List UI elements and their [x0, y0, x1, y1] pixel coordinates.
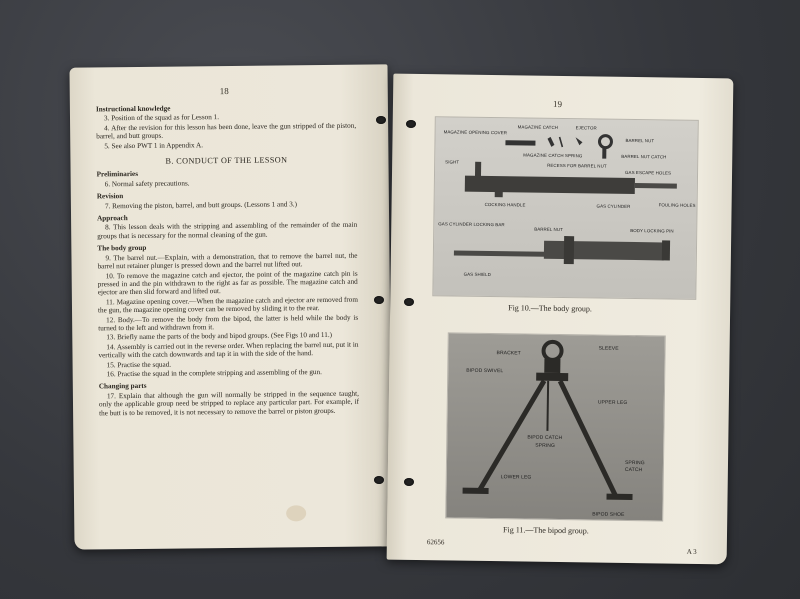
page-number: 19 — [552, 98, 563, 110]
paragraph: 12. Body.—To remove the body from the bipod, the latter is held while the body is turned to the left and withdrawn from it. — [98, 313, 359, 333]
left-shoe — [463, 488, 489, 494]
binding-hole — [406, 120, 416, 128]
section-heading: The body group — [97, 244, 147, 253]
barrel-nut-lower — [564, 236, 574, 264]
section-heading: Approach — [97, 214, 128, 223]
label-bipod-catch-spring: SPRING — [535, 442, 556, 449]
paragraph: 4. After the revision for this lesson has been done, leave the gun stripped of the piston, barrel, and butt groups. — [96, 121, 357, 141]
label-spring-catch: SPRINGCATCH — [624, 459, 645, 474]
section-heading: Preliminaries — [96, 170, 139, 179]
ejector-part — [575, 137, 582, 145]
paragraph: 8. This lesson deals with the stripping and assembling of the remainder of the main groups that is necessary for the normal cleaning of the gun. — [97, 221, 358, 241]
label-magazine-opening-cover: MAGAZINE OPENING COVER — [443, 129, 508, 136]
paragraph: 6. Normal safety precautions. — [104, 179, 190, 189]
label-sleeve: SLEEVE — [598, 345, 619, 352]
body-group-illustration — [433, 117, 697, 299]
paragraph: 11. Magazine opening cover.—When the magazine catch and ejector are removed from the gun, the magazine opening cover can be removed by sliding it to the rear. — [97, 295, 358, 315]
paragraph: 9. The barrel nut.—Explain, with a demonstration, that to remove the barrel nut, the barrel nut retainer plunger is pressed down and the barrel nut lifted out. — [97, 251, 358, 271]
paragraph: 14. Assembly is carried out in the reverse order. When replacing the barrel nut, put it in vertically with the catch downwards and tap it in with the side of the hand. — [98, 340, 359, 360]
left-page-text — [96, 99, 359, 419]
paragraph: 7. Removing the piston, barrel, and butt groups. (Lessons 1 and 3.) — [104, 199, 298, 210]
body-locking-pin-part — [662, 240, 670, 260]
label-barrel-nut-catch: BARREL NUT CATCH — [621, 153, 667, 160]
stain — [286, 505, 306, 521]
open-book — [70, 62, 740, 572]
magazine-catch-spring-part — [559, 137, 562, 147]
label-gas-shield: GAS SHIELD — [463, 271, 492, 278]
label-bracket: BRACKET — [496, 350, 521, 357]
sleeve-part — [543, 342, 561, 360]
binding-hole — [376, 116, 386, 124]
right-page — [387, 74, 734, 565]
paragraph: 15. Practise the squad. — [106, 360, 172, 369]
binding-hole — [404, 298, 414, 306]
binding-hole — [404, 478, 414, 486]
paragraph: 17. Explain that although the gun will normally be stripped in the sequence taught, only the applicable group need be stripped to replace any particular part. For example, if the butt is to be removed, it is not necessary to remove the barrel or piston groups. — [98, 389, 360, 417]
section-title: B. CONDUCT OF THE LESSON — [165, 155, 288, 166]
sight-part — [475, 162, 481, 178]
section-heading: Revision — [96, 192, 124, 201]
label-bipod-shoe: BIPOD SHOE — [592, 511, 625, 518]
binding-hole — [374, 296, 384, 304]
label-magazine-catch: MAGAZINE CATCH — [517, 124, 559, 130]
binding-hole — [374, 476, 384, 484]
label-lower-leg: LOWER LEG — [500, 474, 532, 481]
left-page — [69, 64, 392, 549]
section-heading: Instructional knowledge — [95, 104, 171, 114]
figure-body-group — [432, 116, 698, 300]
label-barrel-nut-lower: BARREL NUT — [534, 226, 563, 233]
label-fouling-holes: FOULING HOLES — [658, 202, 696, 208]
body-upper-view — [465, 176, 635, 194]
label-gas-cylinder-locking-bar: GAS CYLINDER LOCKING BAR — [438, 221, 505, 228]
label-recess: RECESS FOR BARREL NUT — [547, 162, 607, 169]
right-leg — [559, 381, 619, 498]
label-barrel-nut: BARREL NUT — [625, 137, 655, 144]
magazine-catch-part — [547, 137, 554, 147]
paragraph: 16. Practise the squad in the complete stripping and assembling of the gun. — [106, 368, 322, 379]
cocking-handle-part — [495, 191, 503, 197]
gas-cylinder-part — [635, 183, 677, 189]
signature-mark: A 3 — [686, 547, 697, 556]
label-magazine-catch-spring: MAGAZINE CATCH SPRING — [523, 152, 583, 159]
right-shoe — [606, 494, 632, 500]
figure-10-caption: Fig 10.—The body group. — [508, 303, 592, 314]
label-bipod-swivel: BIPOD SWIVEL — [466, 367, 504, 375]
paragraph: 10. To remove the magazine catch and ejector, the point of the magazine catch pin is pressed in and the pin withdrawn to the right as far as possible. The magazine catch and ejector are then slid forward and lifted out. — [97, 269, 358, 297]
paragraph: 13. Briefly name the parts of the body and bipod groups. (See Figs 10 and 11.) — [106, 331, 333, 342]
label-gas-cylinder: GAS CYLINDER — [596, 203, 631, 209]
section-heading: Changing parts — [98, 382, 147, 391]
gas-cylinder-lower — [454, 251, 546, 257]
magazine-opening-cover-part — [505, 140, 535, 145]
barrel-nut-catch-part — [602, 147, 606, 159]
figure-11-caption: Fig 11.—The bipod group. — [502, 525, 589, 536]
label-body-locking-pin: BODY LOCKING PIN — [630, 227, 674, 234]
body-lower-view — [544, 241, 664, 261]
label-cocking-handle: COCKING HANDLE — [484, 201, 526, 208]
paragraph: 5. See also PWT 1 in Appendix A. — [104, 140, 204, 150]
bipod-group-illustration — [446, 333, 665, 520]
label-sight: SIGHT — [445, 159, 460, 165]
print-code: 62656 — [426, 538, 445, 547]
barrel-nut-part — [599, 136, 611, 148]
bracket-part — [544, 359, 560, 373]
label-upper-leg: UPPER LEG — [597, 399, 628, 406]
paragraph: 3. Position of the squad as for Lesson 1. — [103, 113, 220, 123]
bipod-swivel-part — [536, 373, 568, 381]
bipod-catch-spring-part — [547, 381, 548, 431]
label-bipod-catch: BIPOD CATCH — [527, 434, 563, 442]
page-number: 18 — [219, 86, 229, 97]
label-gas-escape-holes: GAS ESCAPE HOLES — [625, 169, 672, 176]
label-ejector: EJECTOR — [575, 125, 597, 131]
figure-bipod-group — [445, 332, 666, 521]
